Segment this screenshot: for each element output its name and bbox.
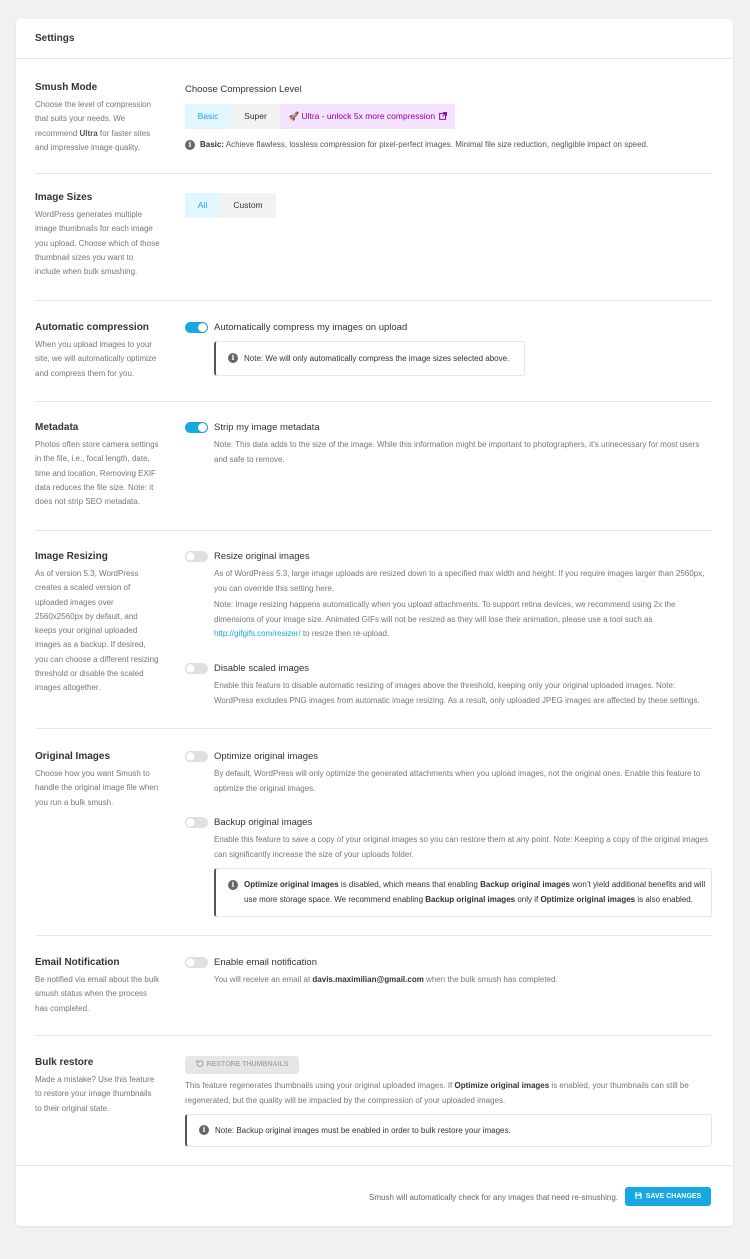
toggle-note: Note: Image resizing happens automatically when you upload attachments. To support retina devices, we recommend using 2x the dimensions of your image size. Animated GIFs will not be resized as they will lose their animation, please use a tool such as http://gifgifs.com/resizer/ to resize then re-upload.	[214, 600, 676, 638]
info-icon: i	[228, 880, 238, 890]
section-description: Be notified via email about the bulk smush status when the process has completed.	[35, 975, 160, 1013]
original-images-section	[35, 750, 712, 936]
section-description: Made a mistake? Use this feature to restore your image thumbnails to their original state.	[35, 1075, 155, 1113]
bulk-restore-notice: i Note: Backup original images must be enabled in order to bulk restore your images.	[185, 1114, 712, 1147]
auto-compress-toggle[interactable]	[185, 322, 208, 333]
auto-compress-notice: i Note: We will only automatically compress the image sizes selected above.	[214, 341, 525, 376]
undo-icon	[196, 1059, 204, 1067]
all-sizes-option[interactable]: All	[185, 193, 220, 218]
email-address: davis.maximilian@gmail.com	[312, 975, 424, 984]
restore-thumbnails-button[interactable]: RESTORE THUMBNAILS	[185, 1056, 299, 1074]
toggle-label: Backup original images	[214, 817, 313, 828]
page-title: Settings	[35, 33, 75, 44]
image-resizing-section	[35, 550, 712, 729]
section-description: Choose the level of compression that suits your needs. We recommend Ultra for faster sites and impressive image quality.	[35, 100, 152, 152]
email-notification-section	[35, 956, 712, 1036]
toggle-description: Note: This data adds to the size of the image. While this information might be important to photographers, it’s unnecessary for most users and safe to remove.	[214, 440, 700, 464]
section-description: WordPress generates multiple image thumbnails for each image you upload. Choose which of those thumbnail sizes you want to include when bulk smushing.	[35, 210, 160, 277]
section-title: Image Resizing	[35, 551, 108, 562]
external-link-icon	[439, 112, 447, 120]
ultra-option[interactable]: 🚀 Ultra - unlock 5x more compression	[280, 104, 455, 129]
section-title: Automatic compression	[35, 322, 149, 333]
smush-mode-section	[35, 81, 712, 174]
section-description: As of version 5.3, WordPress creates a scaled version of uploaded images over 2560x2560px by default, and keeps your original uploaded images as a backup. If desired, you can choose a different resizing threshold or disable the scaled images altogether.	[35, 569, 159, 693]
save-icon	[635, 1192, 642, 1199]
toggle-description: You will receive an email at davis.maximilian@gmail.com when the bulk smush has completed.	[214, 975, 558, 984]
info-icon: i	[185, 140, 195, 150]
metadata-section	[35, 421, 712, 531]
super-option[interactable]: Super	[231, 104, 280, 129]
toggle-label: Disable scaled images	[214, 663, 310, 674]
bulk-restore-description: This feature regenerates thumbnails using your original uploaded images. If Optimize original images is enabled, your thumbnails can still be regenerated, but the quality will be impacted by the compression of your uploaded images.	[185, 1081, 689, 1105]
card-header	[16, 19, 733, 59]
basic-option[interactable]: Basic	[185, 104, 231, 129]
bulk-restore-section	[35, 1056, 712, 1166]
gifgifs-link[interactable]: http://gifgifs.com/resizer/	[214, 629, 301, 638]
section-title: Email Notification	[35, 957, 120, 968]
section-title: Original Images	[35, 751, 111, 762]
settings-card	[16, 19, 733, 1226]
footer-divider	[16, 1165, 733, 1166]
toggle-label: Resize original images	[214, 551, 310, 562]
toggle-label: Optimize original images	[214, 751, 319, 762]
image-sizes-section	[35, 191, 712, 301]
toggle-label: Enable email notification	[214, 957, 317, 968]
original-images-notice: i Optimize original images is disabled, which means that enabling Backup original images won’t yield additional benefits and will use more storage space. We recommend enabling Backup original images only if Optimize original images is also enabled.	[214, 868, 712, 917]
section-title: Smush Mode	[35, 82, 98, 93]
custom-sizes-option[interactable]: Custom	[220, 193, 276, 218]
disable-scaled-toggle[interactable]	[185, 663, 208, 674]
info-icon: i	[199, 1125, 209, 1135]
section-title: Metadata	[35, 422, 79, 433]
backup-original-toggle[interactable]	[185, 817, 208, 828]
section-title: Image Sizes	[35, 192, 93, 203]
auto-compression-section	[35, 321, 712, 402]
email-notification-toggle[interactable]	[185, 957, 208, 968]
section-description: Photos often store camera settings in the file, i.e., focal length, date, time and location. Removing EXIF data reduces the file size. Note: it does not strip SEO metadata.	[35, 440, 159, 507]
toggle-description: Enable this feature to save a copy of your original images so you can restore them at any point. Note: Keeping a copy of the original images can significantly increase the size of your uploads folder.	[214, 835, 709, 859]
toggle-description: As of WordPress 5.3, large image uploads are resized down to a specified max width and height. If you require images larger than 2560px, you can override this setting here.	[214, 569, 705, 593]
optimize-original-toggle[interactable]	[185, 751, 208, 762]
compression-info: Basic: Achieve flawless, lossless compression for pixel-perfect images. Minimal file size reduction, negligible impact on speed.	[200, 140, 649, 149]
strip-metadata-toggle[interactable]	[185, 422, 208, 433]
save-changes-button[interactable]: SAVE CHANGES	[625, 1187, 711, 1206]
section-title: Bulk restore	[35, 1057, 94, 1068]
section-description: When you upload images to your site, we will automatically optimize and compress them for you.	[35, 340, 157, 378]
resize-original-toggle[interactable]	[185, 551, 208, 562]
toggle-label: Strip my image metadata	[214, 422, 320, 433]
toggle-description: By default, WordPress will only optimize the generated attachments when you upload images, not the original ones. Enable this feature to optimize the original images.	[214, 769, 701, 793]
info-icon: i	[228, 353, 238, 363]
toggle-label: Automatically compress my images on upload	[214, 322, 408, 333]
toggle-description: Enable this feature to disable automatic resizing of images above the threshold, keeping only your original uploaded images. Note: WordPress excludes PNG images from automatic image resizing. As a result, only uploaded JPEG images are affected by these settings.	[214, 681, 700, 705]
footer-text: Smush will automatically check for any images that need re-smushing.	[369, 1193, 618, 1202]
section-description: Choose how you want Smush to handle the original image file when you run a bulk smush.	[35, 769, 159, 807]
compression-heading: Choose Compression Level	[185, 84, 302, 95]
